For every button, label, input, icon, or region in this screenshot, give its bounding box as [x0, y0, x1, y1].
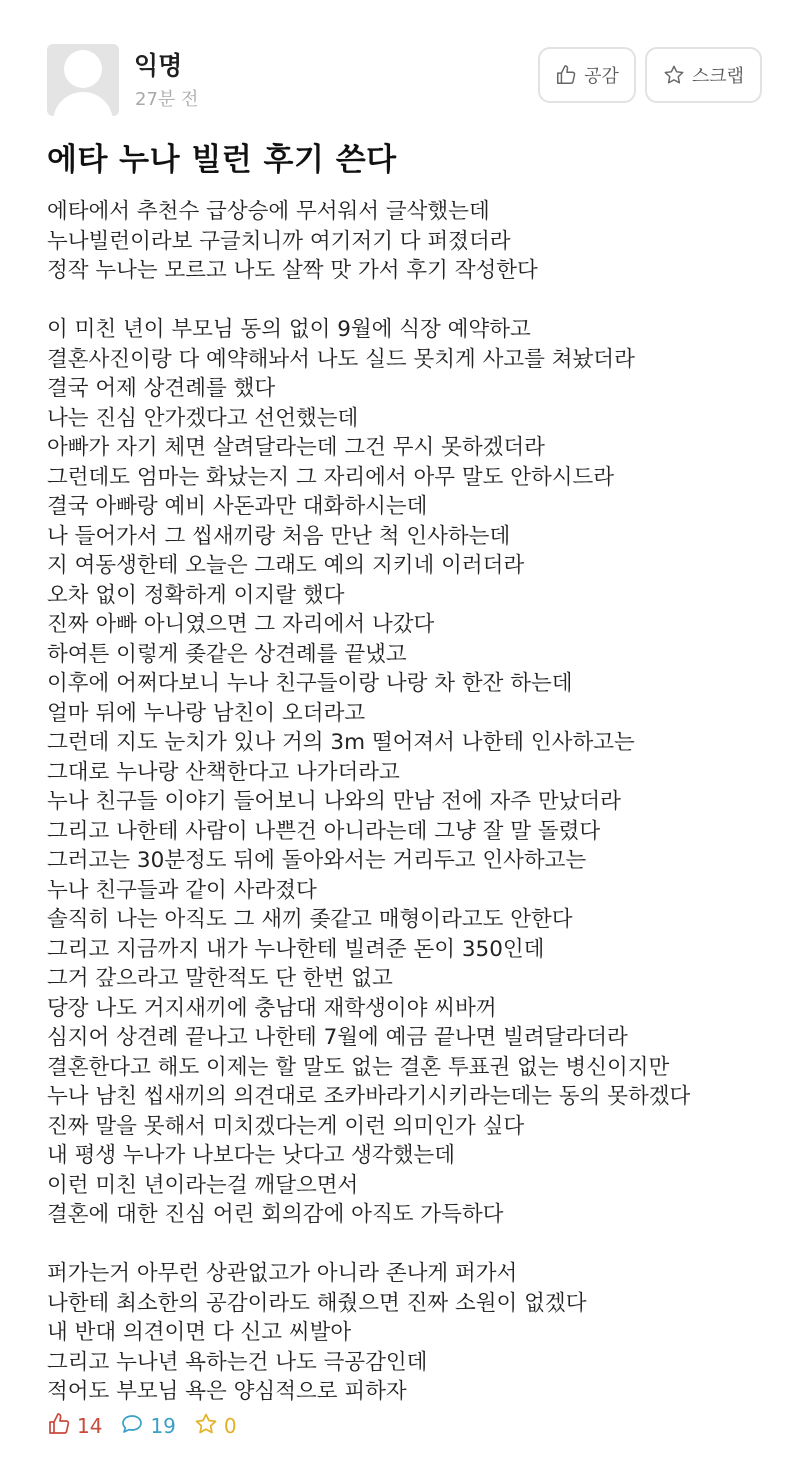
thumbs-up-icon: [47, 1412, 71, 1441]
body-line: 그대로 누나랑 산책한다고 나가더라고: [47, 759, 400, 785]
body-line: 결국 어제 상견례를 했다: [47, 376, 276, 401]
star-icon: [663, 64, 685, 86]
body-line: 그리고 나한테 사람이 나쁜건 아니라는데 그냥 잘 말 돌렸다: [47, 818, 601, 844]
body-line: 당장 나도 거지새끼에 충남대 재학생이야 씨바꺼: [47, 995, 497, 1021]
post-header: [0, 0, 787, 120]
body-line: 누나 친구들과 같이 사라졌다: [47, 877, 317, 903]
post-time: 27분 전: [135, 89, 199, 110]
body-line: 내 평생 누나가 나보다는 낫다고 생각했는데: [47, 1143, 456, 1168]
post-body: [47, 197, 767, 1407]
thumbs-up-icon: [555, 64, 577, 86]
body-line: 그리고 지금까지 내가 누나한테 빌려준 돈이 350인데: [47, 936, 545, 962]
body-line: 아빠가 자기 체면 살려달라는데 그건 무시 못하겠더라: [47, 435, 545, 460]
body-line: 결혼사진이랑 다 예약해놔서 나도 실드 못치게 사고를 쳐놨더라: [47, 346, 635, 372]
body-line: 그런데 지도 눈치가 있나 거의 3m 떨어져서 나한테 인사하고는: [47, 730, 635, 755]
avatar: [47, 44, 119, 116]
body-line: 적어도 부모님 욕은 양심적으로 피하자: [47, 1379, 407, 1404]
body-line: 결혼에 대한 진심 어린 회의감에 아직도 가득하다: [47, 1202, 504, 1227]
like-button-label: 공감: [584, 66, 619, 87]
post-title: 에타 누나 빌런 후기 쓴다: [47, 142, 397, 178]
like-count: [47, 1412, 102, 1441]
body-line: 에타에서 추천수 급상승에 무서워서 글삭했는데: [47, 199, 490, 224]
body-line: 심지어 상견례 끝나고 나한테 7월에 예금 끝나면 빌려달라더라: [47, 1025, 628, 1050]
body-line: 이후에 어쩌다보니 누나 친구들이랑 나랑 차 한잔 하는데: [47, 671, 573, 696]
like-count-value: 14: [77, 1414, 103, 1438]
body-line: 진짜 말을 못해서 미치겠다는게 이런 의미인가 싶다: [47, 1113, 525, 1139]
body-line: 누나 친구들 이야기 들어보니 나와의 만남 전에 자주 만났더라: [47, 789, 621, 814]
body-line: 얼마 뒤에 누나랑 남친이 오더라고: [47, 700, 366, 726]
body-line: 나한테 최소한의 공감이라도 해줬으면 진짜 소원이 없겠다: [47, 1290, 587, 1316]
body-line: 그러고는 30분정도 뒤에 돌아와서는 거리두고 인사하고는: [47, 848, 587, 873]
body-line: 나 들어가서 그 씹새끼랑 처음 만난 척 인사하는데: [47, 523, 511, 549]
body-line: 결국 아빠랑 예비 사돈과만 대화하시는데: [47, 494, 428, 519]
body-line: 내 반대 의견이면 다 신고 씨발아: [47, 1320, 352, 1345]
paragraph-gap: [47, 286, 767, 316]
body-line: 솔직히 나는 아직도 그 새끼 좆같고 매형이라고도 안한다: [47, 907, 573, 932]
body-line: 결혼한다고 해도 이제는 할 말도 없는 결혼 투표권 없는 병신이지만: [47, 1054, 670, 1080]
body-line: 누나 남친 씹새끼의 의견대로 조카바라기시키라는데는 동의 못하겠다: [47, 1084, 691, 1109]
body-line: 나는 진심 안가겠다고 선언했는데: [47, 405, 359, 431]
comment-count: [120, 1412, 175, 1441]
scrap-button-label: 스크랩: [691, 66, 745, 87]
star-icon: [194, 1412, 218, 1441]
body-line: 정작 누나는 모르고 나도 살짝 맛 가서 후기 작성한다: [47, 258, 538, 283]
avatar-body-shape: [53, 92, 113, 116]
comment-count-value: 19: [150, 1414, 176, 1438]
body-line: 그런데도 엄마는 화났는지 그 자리에서 아무 말도 안하시드라: [47, 464, 615, 490]
avatar-head-shape: [64, 50, 102, 88]
scrap-button[interactable]: [645, 47, 762, 103]
body-line: 오차 없이 정확하게 이지랄 했다: [47, 582, 345, 608]
body-line: 하여튼 이렇게 좆같은 상견례를 끝냈고: [47, 641, 407, 667]
body-line: 지 여동생한테 오늘은 그래도 예의 지키네 이러더라: [47, 553, 525, 578]
comment-icon: [120, 1412, 144, 1441]
paragraph-gap: [47, 1230, 767, 1260]
post-stats: [47, 1411, 255, 1441]
scrap-count: [194, 1412, 237, 1441]
body-line: 퍼가는거 아무런 상관없고가 아니라 존나게 퍼가서: [47, 1261, 518, 1286]
body-line: 이 미친 년이 부모님 동의 없이 9월에 식장 예약하고: [47, 317, 531, 342]
body-line: 누나빌런이라보 구글치니까 여기저기 다 퍼졌더라: [47, 228, 511, 254]
body-line: 진짜 아빠 아니였으면 그 자리에서 나갔다: [47, 612, 435, 637]
author-name: 익명: [134, 51, 183, 80]
body-line: 이런 미친 년이라는걸 깨달으면서: [47, 1172, 359, 1198]
body-line: 그리고 누나년 욕하는건 나도 극공감인데: [47, 1349, 428, 1375]
body-line: 그거 갚으라고 말한적도 단 한번 없고: [47, 966, 393, 991]
scrap-count-value: 0: [223, 1414, 237, 1438]
like-button[interactable]: [538, 47, 636, 103]
